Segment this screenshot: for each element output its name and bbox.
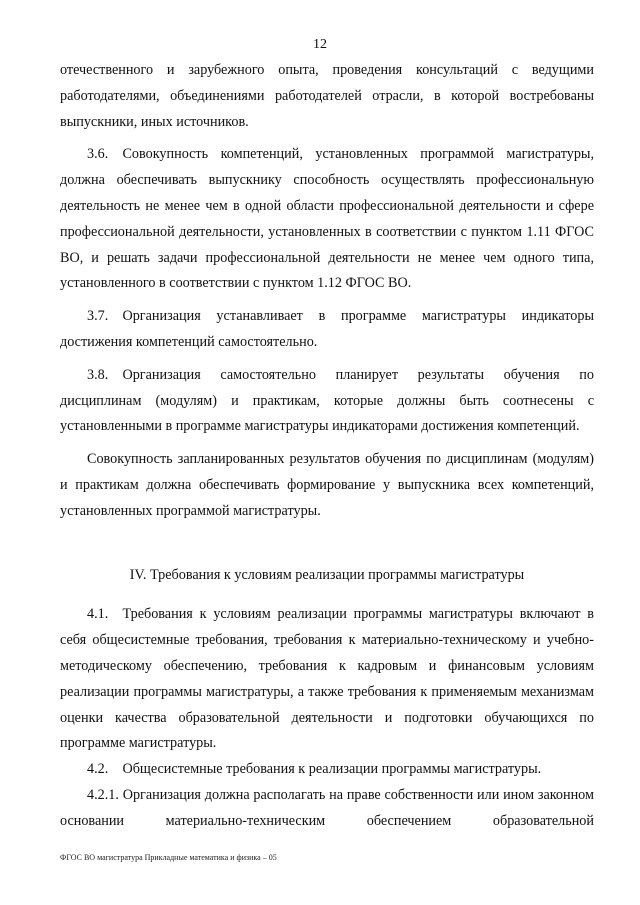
paragraph-3-7: 3.7. Организация устанавливает в программе магистратуры индикаторы достижения компетенций самостоятельно. [60,308,594,350]
section-heading: IV. Требования к условиям реализации программы магистратуры [129,566,525,583]
paragraph-3-6: 3.6. Совокупность компетенций, установленных программой магистратуры, должна обеспечивать выпускнику способность осуществлять профессиональную деятельность не менее чем в одной области профессиональной деятельности и сфере профессиональной деятельности, установленных в соответствии с пунктом 1.11 ФГОС ВО, и решать задачи профессиональной деятельности не менее чем одного типа, установленного в соответствии с пунктом 1.12 ФГОС ВО. [60,146,594,292]
paragraph-competencies-total: Совокупность запланированных результатов обучения по дисциплинам (модулям) и практикам должна обеспечивать формирование у выпускника всех компетенций, установленных программой магистратуры. [60,451,594,519]
paragraph-4-2-1: 4.2.1. Организация должна располагать на праве собственности или ином законном основании материально-техническим обеспечением образовательной [60,786,594,829]
document-body [60,58,594,835]
paragraph-continuation: отечественного и зарубежного опыта, проведения консультаций с ведущими работодателями, объединениями работодателей отрасли, в которой востребованы выпускники, иных источников. [60,62,594,130]
paragraph-4-2: 4.2. Общесистемные требования к реализации программы магистратуры. [87,761,542,778]
paragraph-4-1: 4.1. Требования к условиям реализации программы магистратуры включают в себя общесистемные требования, требования к материально-техническому и учебно-методическому обеспечению, требования к кадровым и финансовым условиям реализации программы магистратуры, а также требования к применяемым механизмам оценки качества образовательной деятельности и подготовки обучающихся по программе магистратуры. [60,606,594,752]
page-footer: ФГОС ВО магистратура Прикладные математика и физика – 05 [60,853,277,862]
paragraph-3-8: 3.8. Организация самостоятельно планирует результаты обучения по дисциплинам (модулям) и практикам, которые должны быть соотнесены с установленными в программе магистратуры индикаторами достижения компетенций. [60,366,594,435]
page-number: 12 [313,37,327,52]
